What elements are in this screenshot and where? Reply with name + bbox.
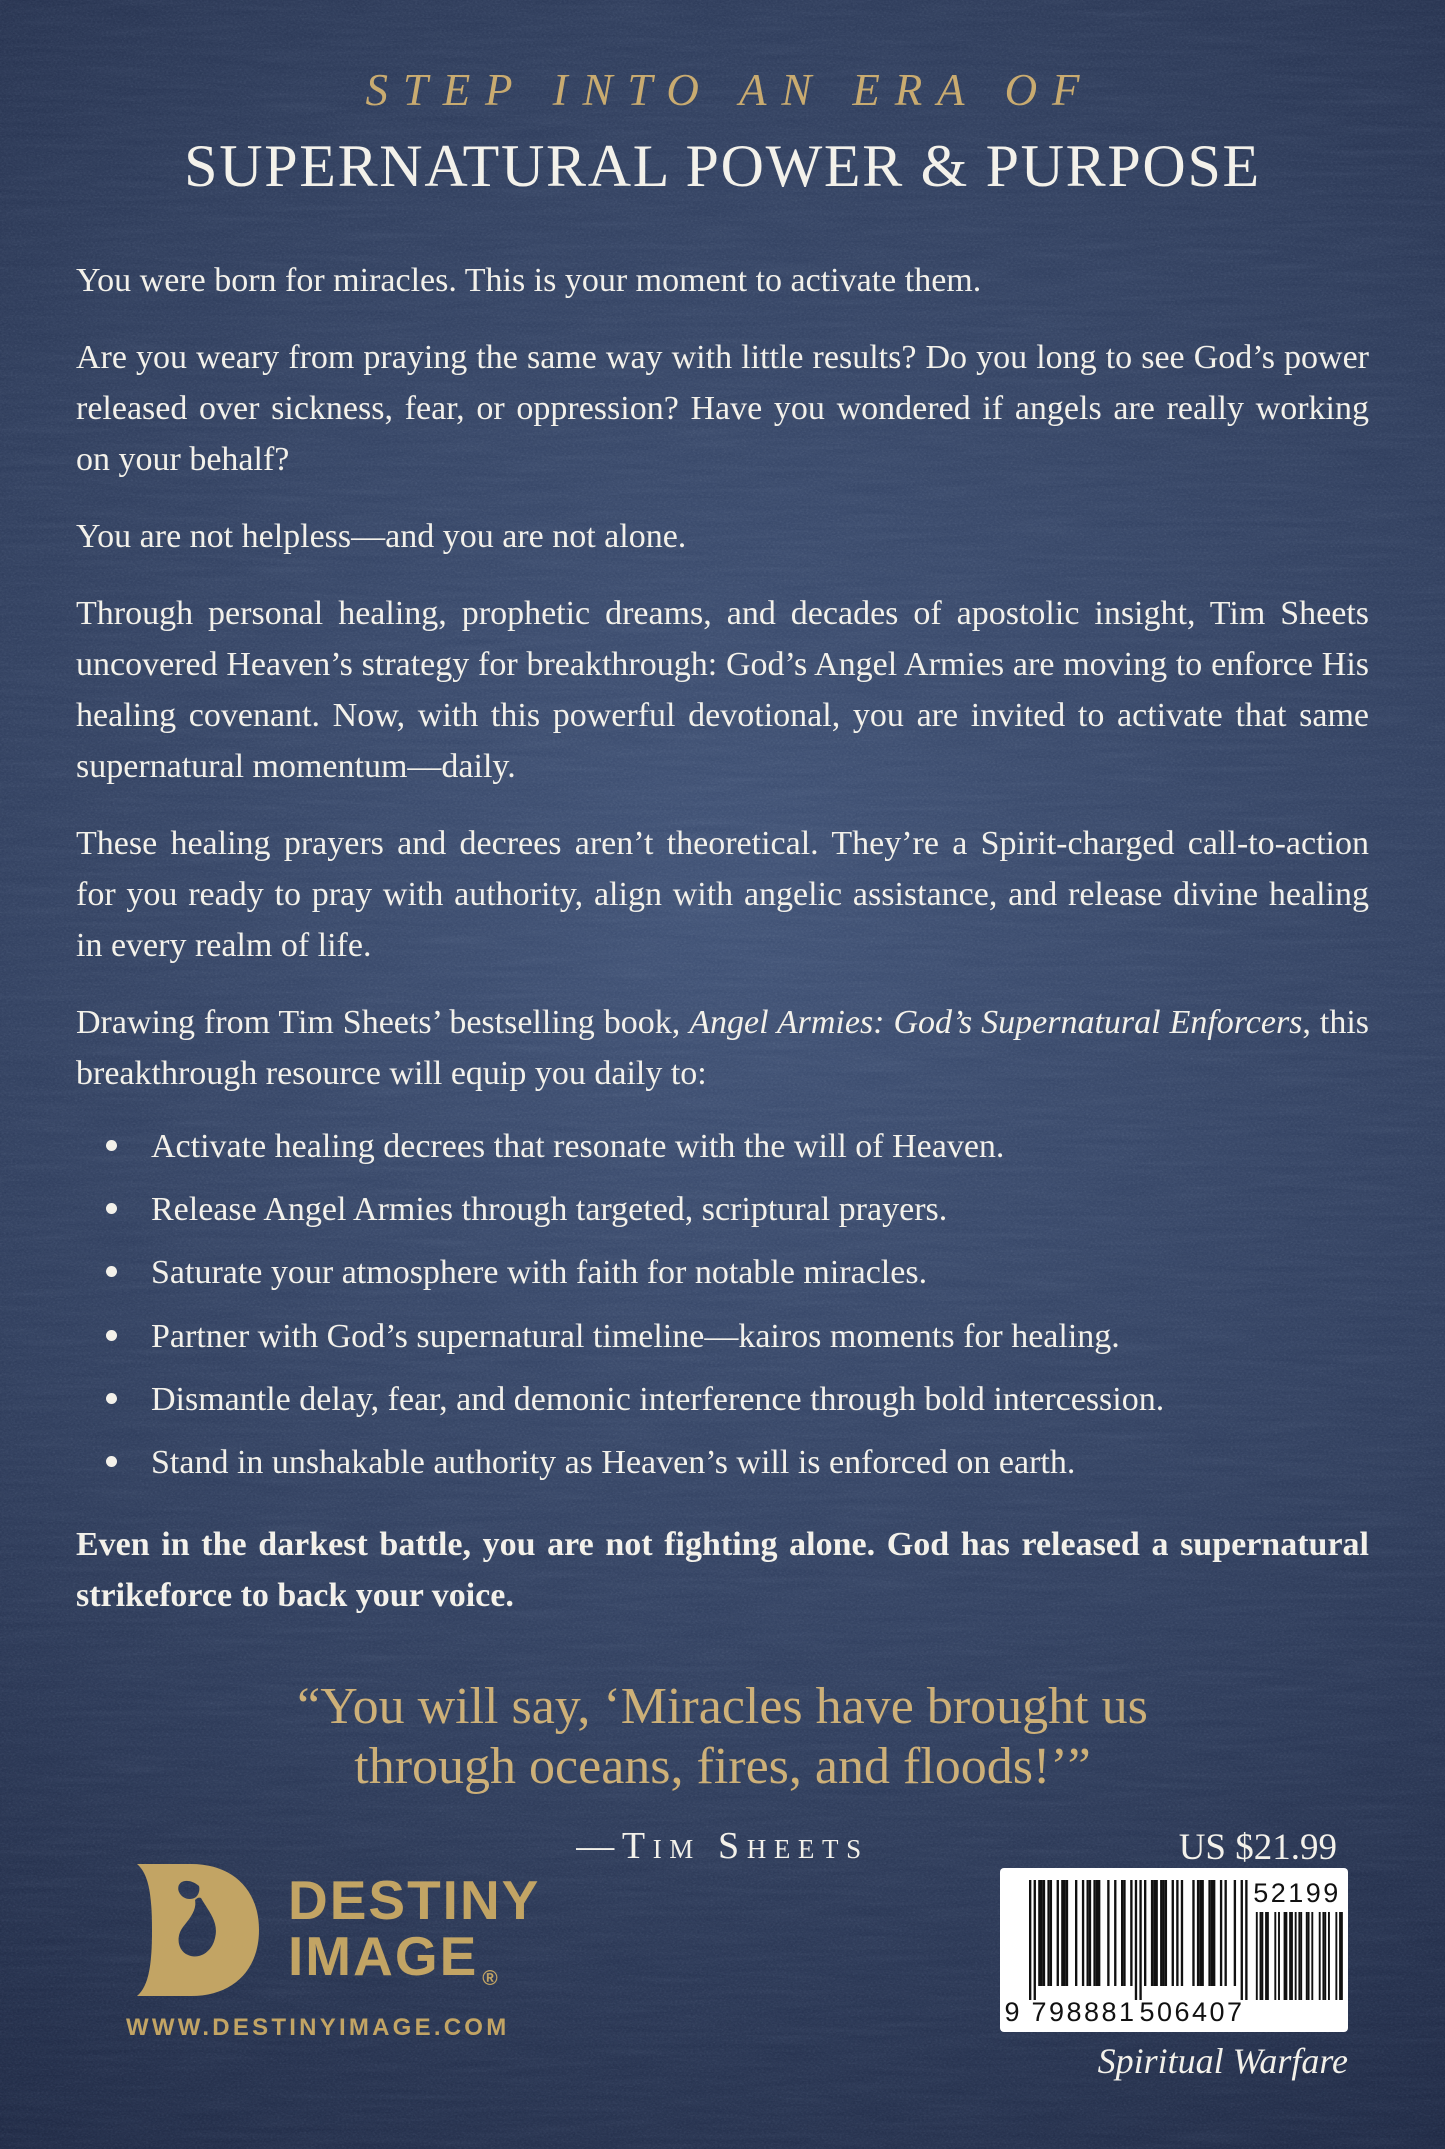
- backstory-paragraph: Through personal healing, prophetic dreams, and decades of apostolic insight, Tim Sheets uncovered Heaven’s strategy for breakthrough: God’s Angel Armies are moving to enforce His healing covenant. Now, with this powerful devotional, you are invited to activate that same supernatural momentum—daily.: [76, 595, 1369, 785]
- benefit-text: Release Angel Armies through targeted, scriptural prayers.: [151, 1191, 948, 1229]
- publisher-name: [288, 1869, 541, 1991]
- benefit-item: [76, 1251, 1369, 1295]
- book-reference-paragraph: [76, 997, 1369, 1099]
- bullet-icon: [106, 1203, 117, 1214]
- tagline-eyebrow: STEP INTO AN ERA OF: [365, 65, 1095, 115]
- book-title-italic: Angel Armies: God’s Supernatural Enforcers: [689, 1004, 1303, 1041]
- benefit-text: Dismantle delay, fear, and demonic interference through bold intercession.: [151, 1380, 1165, 1418]
- pull-quote-line: through oceans, fires, and floods!’”: [354, 1738, 1091, 1796]
- benefit-text: Activate healing decrees that resonate with the will of Heaven.: [151, 1128, 1005, 1165]
- benefit-item: [76, 1441, 1369, 1485]
- quote-attribution: —Tim Sheets: [576, 1824, 869, 1867]
- benefit-item: [76, 1315, 1369, 1359]
- isbn-barcode: [1000, 1868, 1348, 2032]
- category-label: Spiritual Warfare: [1097, 2041, 1348, 2081]
- back-cover-copy: [76, 64, 1369, 1868]
- publisher-name-line2-text: IMAGE: [288, 1925, 479, 1988]
- publisher-name-line2: [288, 1925, 540, 1991]
- svg-text:506407: 506407: [1139, 1997, 1245, 2027]
- questions-paragraph: Are you weary from praying the same way with little results? Do you long to see God’s power released over sickness, fear, or oppression? Have you wondered if angels are really working on your behalf?: [76, 339, 1369, 478]
- publisher-website: WWW.DESTINYIMAGE.COM: [126, 2014, 510, 2041]
- prayers-paragraph: These healing prayers and decrees aren’t theoretical. They’re a Spirit-charged call-to-action for you ready to pray with authority, align with angelic assistance, and release divine healing in every realm of life.: [76, 825, 1369, 964]
- price-label: US $21.99: [1178, 1827, 1337, 1868]
- destiny-image-d-flame-icon: [124, 1860, 266, 2000]
- registered-trademark-icon: ®: [482, 1967, 498, 1991]
- publisher-name-line1: DESTINY: [288, 1869, 541, 1931]
- pull-quote-line: “You will say, ‘Miracles have brought us: [297, 1678, 1148, 1736]
- bullet-icon: [106, 1393, 117, 1404]
- benefit-item: [76, 1188, 1369, 1232]
- bullet-icon: [106, 1456, 117, 1467]
- bullet-icon: [106, 1140, 117, 1151]
- intro-paragraph: You were born for miracles. This is your moment to activate them.: [76, 262, 982, 299]
- benefit-text: Stand in unshakable authority as Heaven’s will is enforced on earth.: [151, 1443, 1076, 1481]
- svg-text:798881: 798881: [1031, 1997, 1137, 2027]
- benefit-text: Partner with God’s supernatural timeline—kairos moments for healing.: [151, 1317, 1120, 1355]
- benefits-list: [76, 1125, 1369, 1485]
- benefit-text: Saturate your atmosphere with faith for notable miracles.: [151, 1254, 928, 1292]
- pull-quote: [76, 1677, 1369, 1798]
- bullet-icon: [106, 1266, 117, 1277]
- closing-bold-paragraph: Even in the darkest battle, you are not fighting alone. God has released a supernatural strikeforce to back your voice.: [76, 1526, 1369, 1615]
- svg-text:52199: 52199: [1253, 1878, 1341, 1908]
- book-reference-prefix: Drawing from Tim Sheets’ bestselling book,: [76, 1004, 690, 1041]
- tagline-title: SUPERNATURAL POWER & PURPOSE: [184, 133, 1261, 199]
- benefit-item: [76, 1378, 1369, 1422]
- bullet-icon: [106, 1330, 117, 1341]
- reassurance-paragraph: You are not helpless—and you are not alone.: [76, 518, 687, 555]
- svg-text:9: 9: [1004, 1997, 1022, 2027]
- benefit-item: [76, 1125, 1369, 1169]
- destiny-image-logo: [124, 1854, 684, 2054]
- book-reference-suffix: , this breakthrough resource will equip you daily to:: [76, 1004, 1369, 1092]
